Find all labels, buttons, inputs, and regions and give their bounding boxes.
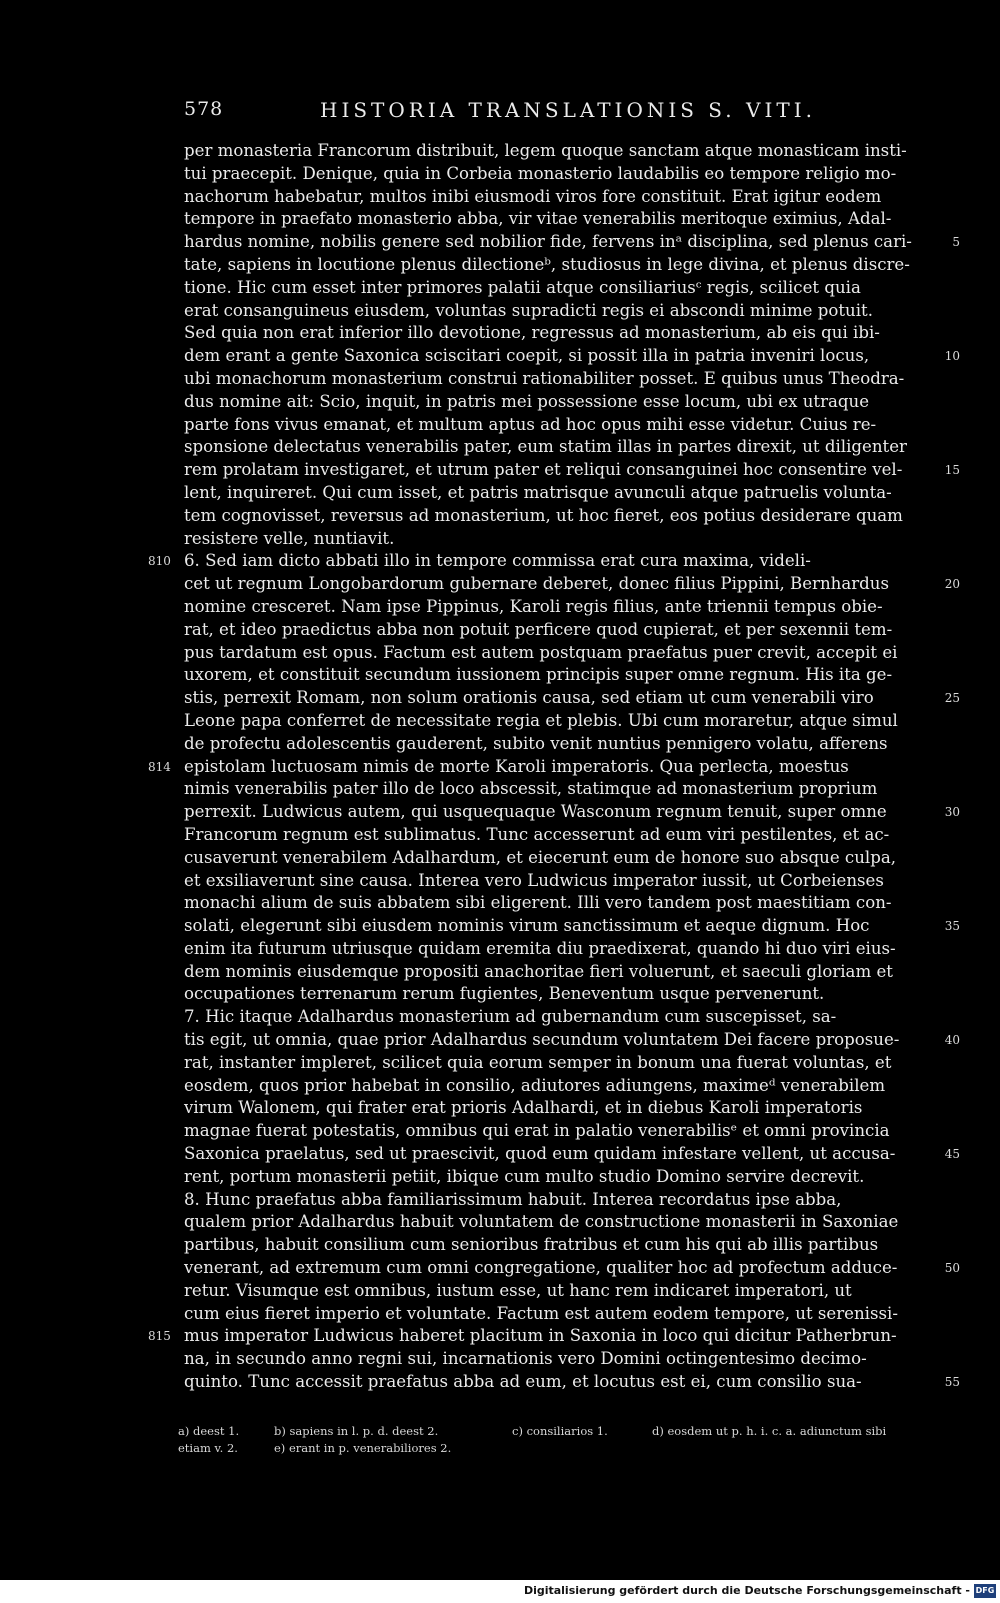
line-text: Sed quia non erat inferior illo devotione, regressus ad monasterium, ab eis qui ibi-	[184, 323, 880, 343]
text-line	[184, 596, 940, 619]
line-number: 25	[944, 691, 960, 706]
line-text: 7. Hic itaque Adalhardus monasterium ad gubernandum cum suscepisset, sa-	[184, 1007, 837, 1027]
line-text: nomine cresceret. Nam ipse Pippinus, Karoli regis filius, ante triennii tempus obie-	[184, 596, 883, 616]
line-text: virum Walonem, qui frater erat prioris Adalhardi, et in diebus Karoli imperatoris	[184, 1098, 863, 1118]
line-text: Leone papa conferret de necessitate regia et plebis. Ubi cum moraretur, atque simul	[184, 710, 898, 730]
text-line	[184, 482, 940, 505]
line-number: 40	[944, 1033, 960, 1048]
text-line	[184, 847, 940, 870]
line-text: rat, et ideo praedictus abba non potuit perficere quod cupierat, et per sexennii tem-	[184, 619, 893, 639]
text-line	[184, 505, 940, 528]
line-text: hardus nomine, nobilis genere sed nobilior fide, fervens inᵃ disciplina, sed plenus cari-	[184, 232, 912, 252]
text-line	[184, 300, 940, 323]
text-line	[184, 163, 940, 186]
text-line	[184, 414, 940, 437]
text-line	[184, 1234, 940, 1257]
text-line	[184, 642, 940, 665]
line-number: 20	[944, 577, 960, 592]
footnote-b: b) sapiens in l. p. d. deest 2.	[274, 1424, 439, 1438]
line-text: Francorum regnum est sublimatus. Tunc accesserunt ad eum viri pestilentes, et ac-	[184, 824, 890, 844]
line-text: qualem prior Adalhardus habuit voluntatem de constructione monasterii in Saxoniae	[184, 1212, 899, 1232]
text-line	[184, 459, 960, 482]
text-line	[184, 733, 940, 756]
line-text: eosdem, quos prior habebat in consilio, adiutores adiungens, maximeᵈ venerabilem	[184, 1075, 886, 1095]
text-line	[184, 573, 960, 596]
text-line	[184, 1120, 940, 1143]
line-number: 35	[944, 919, 960, 934]
line-text: et exsiliaverunt sine causa. Interea vero Ludwicus imperator iussit, ut Corbeienses	[184, 870, 884, 890]
text-line	[184, 892, 940, 915]
line-text: Saxonica praelatus, sed ut praescivit, quod eum quidam infestare vellent, ut accusa-	[184, 1144, 896, 1164]
text-line	[184, 983, 940, 1006]
line-text: nimis venerabilis pater illo de loco abscessit, statimque ad monasterium proprium	[184, 779, 878, 799]
footer-bar	[0, 1580, 1000, 1603]
line-text: epistolam luctuosam nimis de morte Karoli imperatoris. Qua perlecta, moestus	[184, 756, 849, 776]
running-header	[184, 98, 816, 128]
line-text: tione. Hic cum esset inter primores palatii atque consiliariusᶜ regis, scilicet quia	[184, 277, 861, 297]
text-line	[184, 801, 960, 824]
line-text: de profectu adolescentis gauderent, subito venit nuntius pennigero volatu, afferens	[184, 733, 888, 753]
line-text: perrexit. Ludwicus autem, qui usquequaque Wasconum regnum tenuit, super omne	[184, 802, 887, 822]
year-marginal: 810	[148, 554, 171, 569]
text-line	[184, 254, 940, 277]
line-text: sponsione delectatus venerabilis pater, eum statim illas in partes direxit, ut diligenter	[184, 437, 907, 457]
text-line	[184, 1189, 940, 1212]
text-line	[184, 368, 940, 391]
line-text: quinto. Tunc accessit praefatus abba ad eum, et locutus est ei, cum consilio sua-	[184, 1372, 862, 1392]
funding-credit: Digitalisierung gefördert durch die Deutsche Forschungsgemeinschaft -	[523, 1584, 970, 1597]
line-text: monachi alium de suis abbatem sibi eligerent. Illi vero tandem post maestitiam con-	[184, 893, 892, 913]
text-line	[184, 1166, 940, 1189]
text-line	[184, 1348, 940, 1371]
line-text: cet ut regnum Longobardorum gubernare deberet, donec filius Pippini, Bernhardus	[184, 574, 889, 594]
year-marginal: 815	[148, 1329, 171, 1344]
line-text: dus nomine ait: Scio, inquit, in patris mei possessione esse locum, ubi ex utraque	[184, 391, 870, 411]
line-text: dem erant a gente Saxonica sciscitari coepit, si possit illa in patria inveniri locus,	[184, 346, 870, 366]
line-text: tis egit, ut omnia, quae prior Adalhardus secundum voluntatem Dei facere proposue-	[184, 1030, 900, 1050]
text-line	[184, 436, 940, 459]
text-line	[184, 322, 940, 345]
line-number: 30	[944, 805, 960, 820]
page-title: HISTORIA TRANSLATIONIS S. VITI.	[320, 98, 816, 122]
text-line	[184, 938, 940, 961]
text-line	[184, 140, 940, 163]
line-text: lent, inquireret. Qui cum isset, et patris matrisque avunculi atque patruelis volunta-	[184, 482, 892, 502]
text-line	[184, 231, 960, 254]
text-line	[184, 186, 940, 209]
line-text: 8. Hunc praefatus abba familiarissimum habuit. Interea recordatus ipse abba,	[184, 1189, 842, 1209]
text-body	[148, 140, 960, 1394]
line-text: enim ita futurum utriusque quidam eremita diu praedixerat, quando hi duo viri eius-	[184, 938, 896, 958]
text-line	[184, 1029, 960, 1052]
line-text: uxorem, et constituit secundum iussionem principis super omne regnum. His ita ge-	[184, 665, 893, 685]
footnote-d-cont: etiam v. 2.	[178, 1441, 238, 1455]
text-line	[184, 664, 940, 687]
text-line	[184, 277, 940, 300]
line-number: 45	[944, 1147, 960, 1162]
line-text: tui praecepit. Denique, quia in Corbeia monasterio laudabilis eo tempore religio mo-	[184, 163, 897, 183]
text-line	[184, 1143, 960, 1166]
line-text: tate, sapiens in locutione plenus dilectioneᵇ, studiosus in lege divina, et plenus discre-	[184, 254, 910, 274]
line-number: 50	[944, 1261, 960, 1276]
text-line	[184, 824, 940, 847]
line-text: ubi monachorum monasterium construi rationabiliter posset. E quibus unus Theodra-	[184, 368, 905, 388]
text-line	[184, 1211, 940, 1234]
footnote-e: e) erant in p. venerabiliores 2.	[274, 1441, 452, 1455]
text-line	[184, 915, 960, 938]
text-line	[184, 528, 940, 551]
line-text: retur. Visumque est omnibus, iustum esse, ut hanc rem indicaret imperatori, ut	[184, 1280, 852, 1300]
year-marginal: 814	[148, 759, 171, 774]
line-text: 6. Sed iam dicto abbati illo in tempore commissa erat cura maxima, videli-	[184, 551, 811, 571]
text-line	[184, 710, 940, 733]
text-line	[184, 687, 960, 710]
line-number: 55	[944, 1375, 960, 1390]
line-text: nachorum habebatur, multos inibi eiusmodi viros fore constituit. Erat igitur eodem	[184, 186, 882, 206]
text-line	[184, 1075, 940, 1098]
line-text: erat consanguineus eiusdem, voluntas supradicti regis ei abscondi minime potuit.	[184, 300, 873, 320]
footnote-row	[178, 1423, 940, 1440]
footnote-c: c) consiliarios 1.	[512, 1424, 608, 1438]
line-text: stis, perrexit Romam, non solum orationis causa, sed etiam ut cum venerabili viro	[184, 688, 874, 708]
line-text: per monasteria Francorum distribuit, legem quoque sanctam atque monasticam insti-	[184, 141, 907, 160]
line-text: tempore in praefato monasterio abba, vir vitae venerabilis meritoque eximius, Adal-	[184, 209, 892, 229]
line-text: occupationes terrenarum rerum fugientes, Beneventum usque pervenerunt.	[184, 984, 825, 1004]
line-number: 15	[944, 463, 960, 478]
line-text: rent, portum monasterii petiit, ibique cum multo studio Domino servire decrevit.	[184, 1166, 865, 1186]
footnote-a: a) deest 1.	[178, 1424, 240, 1438]
text-line	[184, 345, 960, 368]
text-line	[184, 1052, 940, 1075]
line-text: magnae fuerat potestatis, omnibus qui erat in palatio venerabilisᵉ et omni provincia	[184, 1121, 890, 1141]
line-text: cusaverunt venerabilem Adalhardum, et eiecerunt eum de honore suo absque culpa,	[184, 847, 897, 867]
line-text: rat, instanter impleret, scilicet quia eorum semper in bonum una fuerat voluntas, et	[184, 1052, 892, 1072]
line-text: na, in secundo anno regni sui, incarnationis vero Domini octingentesimo decimo-	[184, 1349, 867, 1369]
line-text: pus tardatum est opus. Factum est autem postquam praefatus puer crevit, accepit ei	[184, 642, 898, 662]
line-number: 10	[944, 349, 960, 364]
text-line	[148, 756, 940, 779]
text-line	[184, 1257, 960, 1280]
line-text: resistere velle, nuntiavit.	[184, 528, 395, 548]
text-line	[184, 208, 940, 231]
line-text: rem prolatam investigaret, et utrum pater et reliqui consanguinei hoc consentire vel-	[184, 460, 903, 480]
text-line	[184, 1371, 960, 1394]
text-line	[148, 1325, 940, 1348]
text-line	[184, 1280, 940, 1303]
footnote-row	[178, 1440, 940, 1457]
line-text: mus imperator Ludwicus haberet placitum in Saxonia in loco qui dicitur Patherbrun-	[184, 1326, 897, 1346]
text-line	[148, 550, 940, 573]
text-line	[184, 391, 940, 414]
line-text: parte fons vivus emanat, et multum aptus ad hoc opus mihi esse videtur. Cuius re-	[184, 414, 877, 434]
text-line	[184, 778, 940, 801]
text-line	[184, 1303, 940, 1326]
text-line	[184, 870, 940, 893]
footnotes	[178, 1423, 940, 1457]
line-text: tem cognovisset, reversus ad monasterium, ut hoc fieret, eos potius desiderare quam	[184, 505, 903, 525]
page-number: 578	[184, 98, 224, 120]
text-line	[184, 1097, 940, 1120]
line-text: venerant, ad extremum cum omni congregatione, qualiter hoc ad profectum adduce-	[184, 1258, 898, 1278]
text-line	[184, 619, 940, 642]
line-text: solati, elegerunt sibi eiusdem nominis virum sanctissimum et aeque dignum. Hoc	[184, 916, 870, 936]
footnote-d: d) eosdem ut p. h. i. c. a. adiunctum sibi	[652, 1424, 887, 1438]
text-line	[184, 961, 940, 984]
line-text: partibus, habuit consilium cum senioribus fratribus et cum his qui ab illis partibus	[184, 1235, 879, 1255]
text-line	[184, 1006, 940, 1029]
line-text: dem nominis eiusdemque propositi anachoritae fieri voluerunt, et saeculi gloriam et	[184, 961, 893, 981]
line-text: cum eius fieret imperio et voluntate. Factum est autem eodem tempore, ut serenissi-	[184, 1303, 898, 1323]
line-number: 5	[952, 235, 960, 250]
dfg-logo-icon: DFG	[974, 1584, 996, 1598]
